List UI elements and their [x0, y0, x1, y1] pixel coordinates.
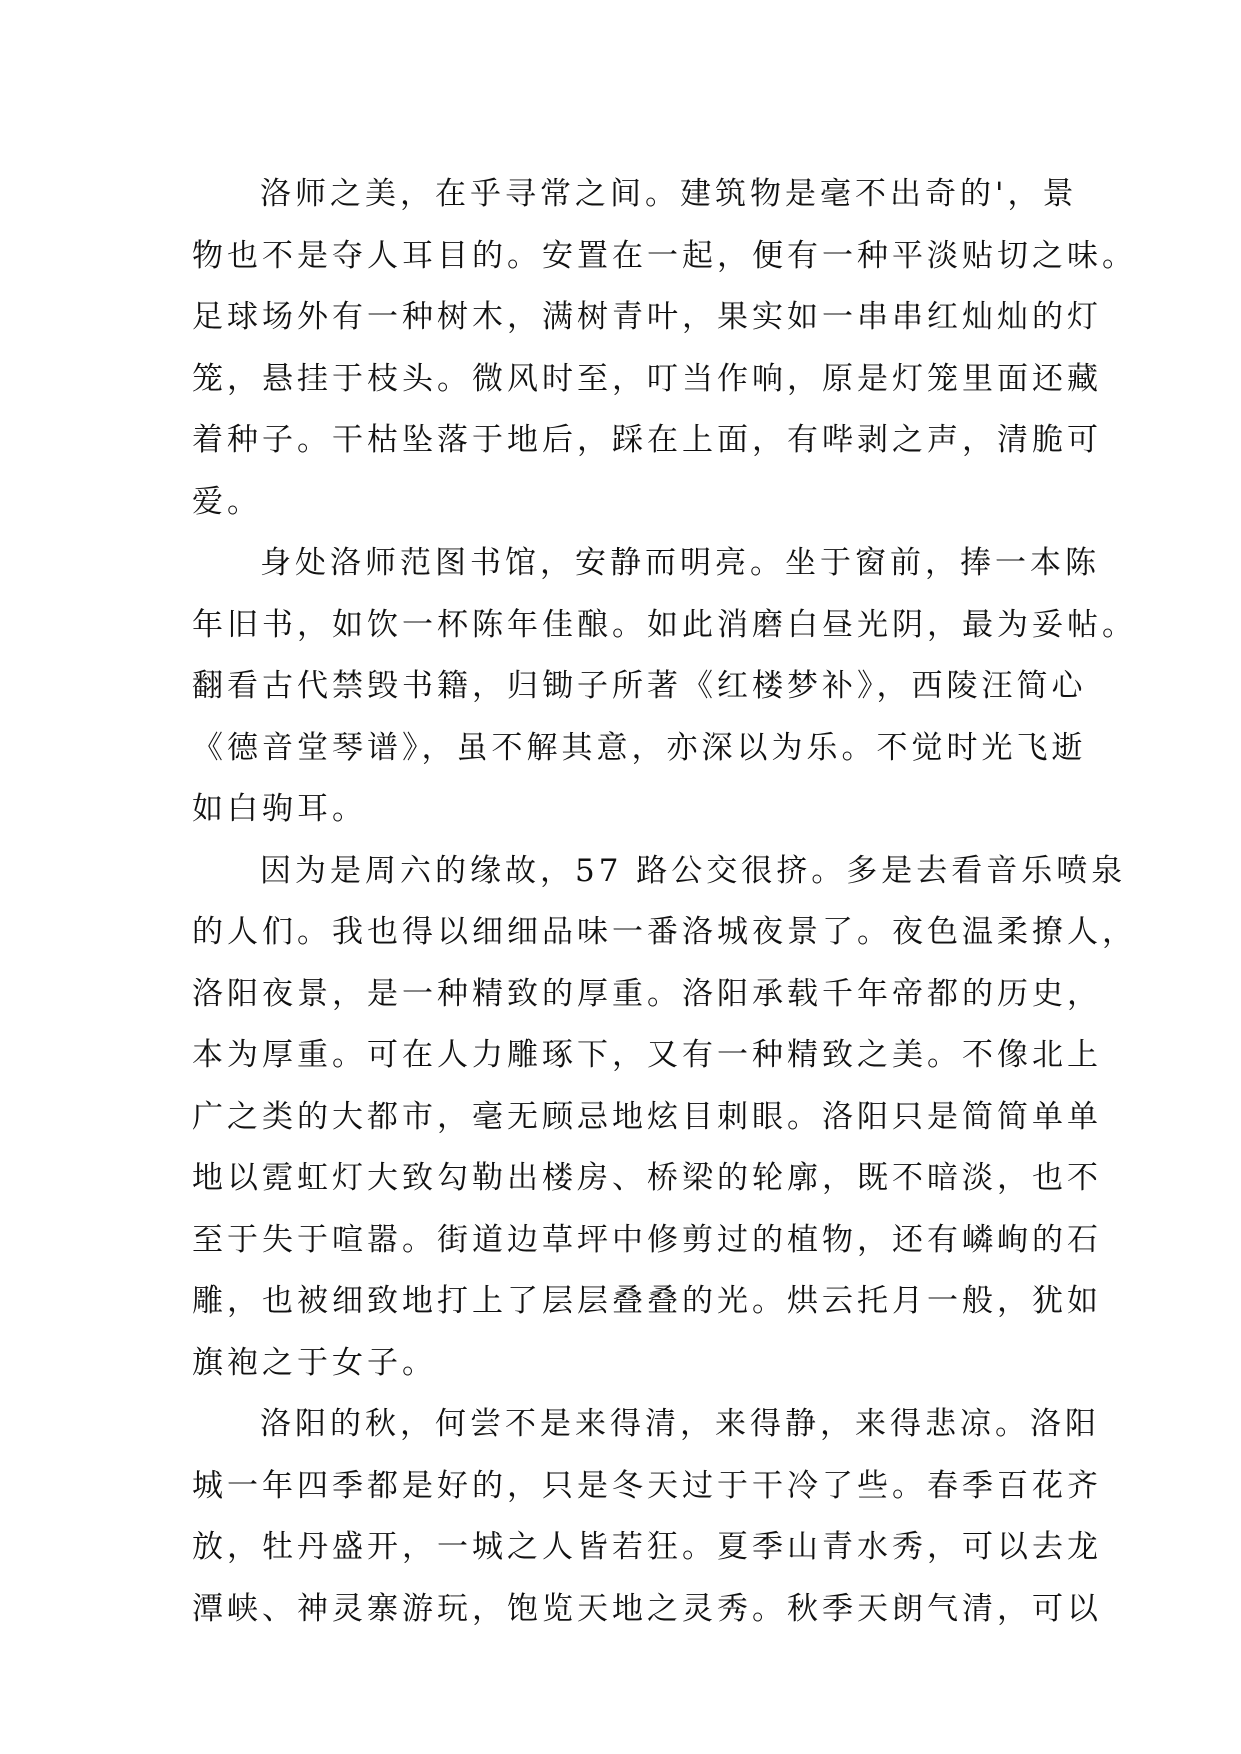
text-line: 洛阳的秋，何尝不是来得清，来得静，来得悲凉。洛阳 — [260, 1406, 1100, 1442]
text-line: 笼，悬挂于枝头。微风时至，叮当作响，原是灯笼里面还藏 — [192, 360, 1102, 397]
text-line: 的人们。我也得以细细品味一番洛城夜景了。夜色温柔撩人， — [192, 914, 1137, 950]
text-line: 因为是周六的缘故，57 路公交很挤。多是去看音乐喷泉 — [260, 852, 1127, 889]
text-line: 物也不是夺人耳目的。安置在一起，便有一种平淡贴切之味。 — [192, 237, 1137, 274]
text-line: 如白驹耳。 — [192, 791, 367, 827]
text-line: 潭峡、神灵寨游玩，饱览天地之灵秀。秋季天朗气清，可以 — [192, 1590, 1102, 1627]
text-line: 放，牡丹盛开，一城之人皆若狂。夏季山青水秀，可以去龙 — [192, 1529, 1102, 1565]
paragraph-night-view — [192, 841, 1137, 1395]
text-line: 年旧书，如饮一杯陈年佳酿。如此消磨白昼光阴，最为妥帖。 — [192, 606, 1137, 643]
text-line: 翻看古代禁毁书籍，归锄子所著《红楼梦补》，西陵汪简心 — [192, 668, 1087, 704]
paragraph-autumn — [192, 1394, 1102, 1640]
text-line: 足球场外有一种树木，满树青叶，果实如一串串红灿灿的灯 — [192, 299, 1102, 335]
text-line: 爱。 — [192, 483, 262, 520]
text-line: 洛师之美，在乎寻常之间。建筑物是毫不出奇的'，景 — [260, 176, 1078, 212]
text-line: 着种子。干枯坠落于地后，踩在上面，有哔剥之声，清脆可 — [192, 422, 1102, 458]
text-line: 旗袍之于女子。 — [192, 1344, 437, 1381]
text-line: 雕，也被细致地打上了层层叠叠的光。烘云托月一般，犹如 — [192, 1283, 1102, 1319]
paragraph-luoshi-beauty — [192, 164, 1137, 533]
text-line: 《德音堂琴谱》，虽不解其意，亦深以为乐。不觉时光飞逝 — [192, 729, 1087, 766]
paragraph-library — [192, 533, 1137, 841]
text-line: 洛阳夜景，是一种精致的厚重。洛阳承载千年帝都的历史， — [192, 975, 1102, 1012]
text-line: 城一年四季都是好的，只是冬天过于干冷了些。春季百花齐 — [192, 1467, 1102, 1504]
text-line: 至于失于喧嚣。街道边草坪中修剪过的植物，还有嶙峋的石 — [192, 1221, 1102, 1258]
text-line: 广之类的大都市，毫无顾忌地炫目刺眼。洛阳只是简简单单 — [192, 1098, 1102, 1135]
text-line: 本为厚重。可在人力雕琢下，又有一种精致之美。不像北上 — [192, 1037, 1102, 1073]
text-line: 地以霓虹灯大致勾勒出楼房、桥梁的轮廓，既不暗淡，也不 — [192, 1160, 1102, 1196]
text-line: 身处洛师范图书馆，安静而明亮。坐于窗前，捧一本陈 — [260, 545, 1100, 581]
